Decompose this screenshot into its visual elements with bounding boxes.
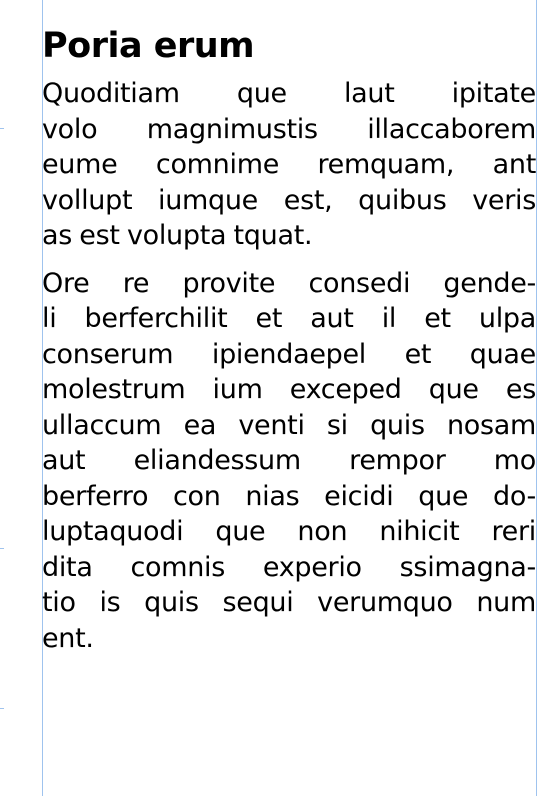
text-column [42,24,536,668]
right-margin-guide [536,0,537,796]
text-line: dita comnis experio ssimagna- [42,551,536,583]
text-line: ullaccum ea venti si quis nosam [42,409,536,441]
text-line: as est volupta tquat. [42,220,313,251]
paragraph-2 [42,266,536,657]
text-line: Ore re provite consedi gende- [42,267,536,299]
text-line: eume comnime remquam, ant [42,149,536,180]
text-line: tio is quis sequi verumquo num [42,587,536,618]
text-line: li berferchilit et aut il et ulpa [42,303,536,334]
guide-tick [0,128,4,129]
text-line: molestrum ium exceped que es [42,374,536,405]
guide-tick [0,708,4,709]
text-line: ent. [42,622,94,654]
paragraph-1 [42,76,536,254]
text-line: berferro con nias eicidi que do- [42,480,536,512]
text-line: luptaquodi que non nihicit reri [42,516,536,547]
guide-tick [0,548,4,549]
heading: Poria erum [42,26,255,66]
text-line: aut eliandessum rempor mo [42,445,536,476]
text-line: volo magnimustis illaccaborem [42,113,536,145]
text-line: conserum ipiendaepel et quae [42,338,536,370]
text-line: Quoditiam que laut ipitate [42,78,536,109]
text-line: vollupt iumque est, quibus veris [42,184,536,216]
